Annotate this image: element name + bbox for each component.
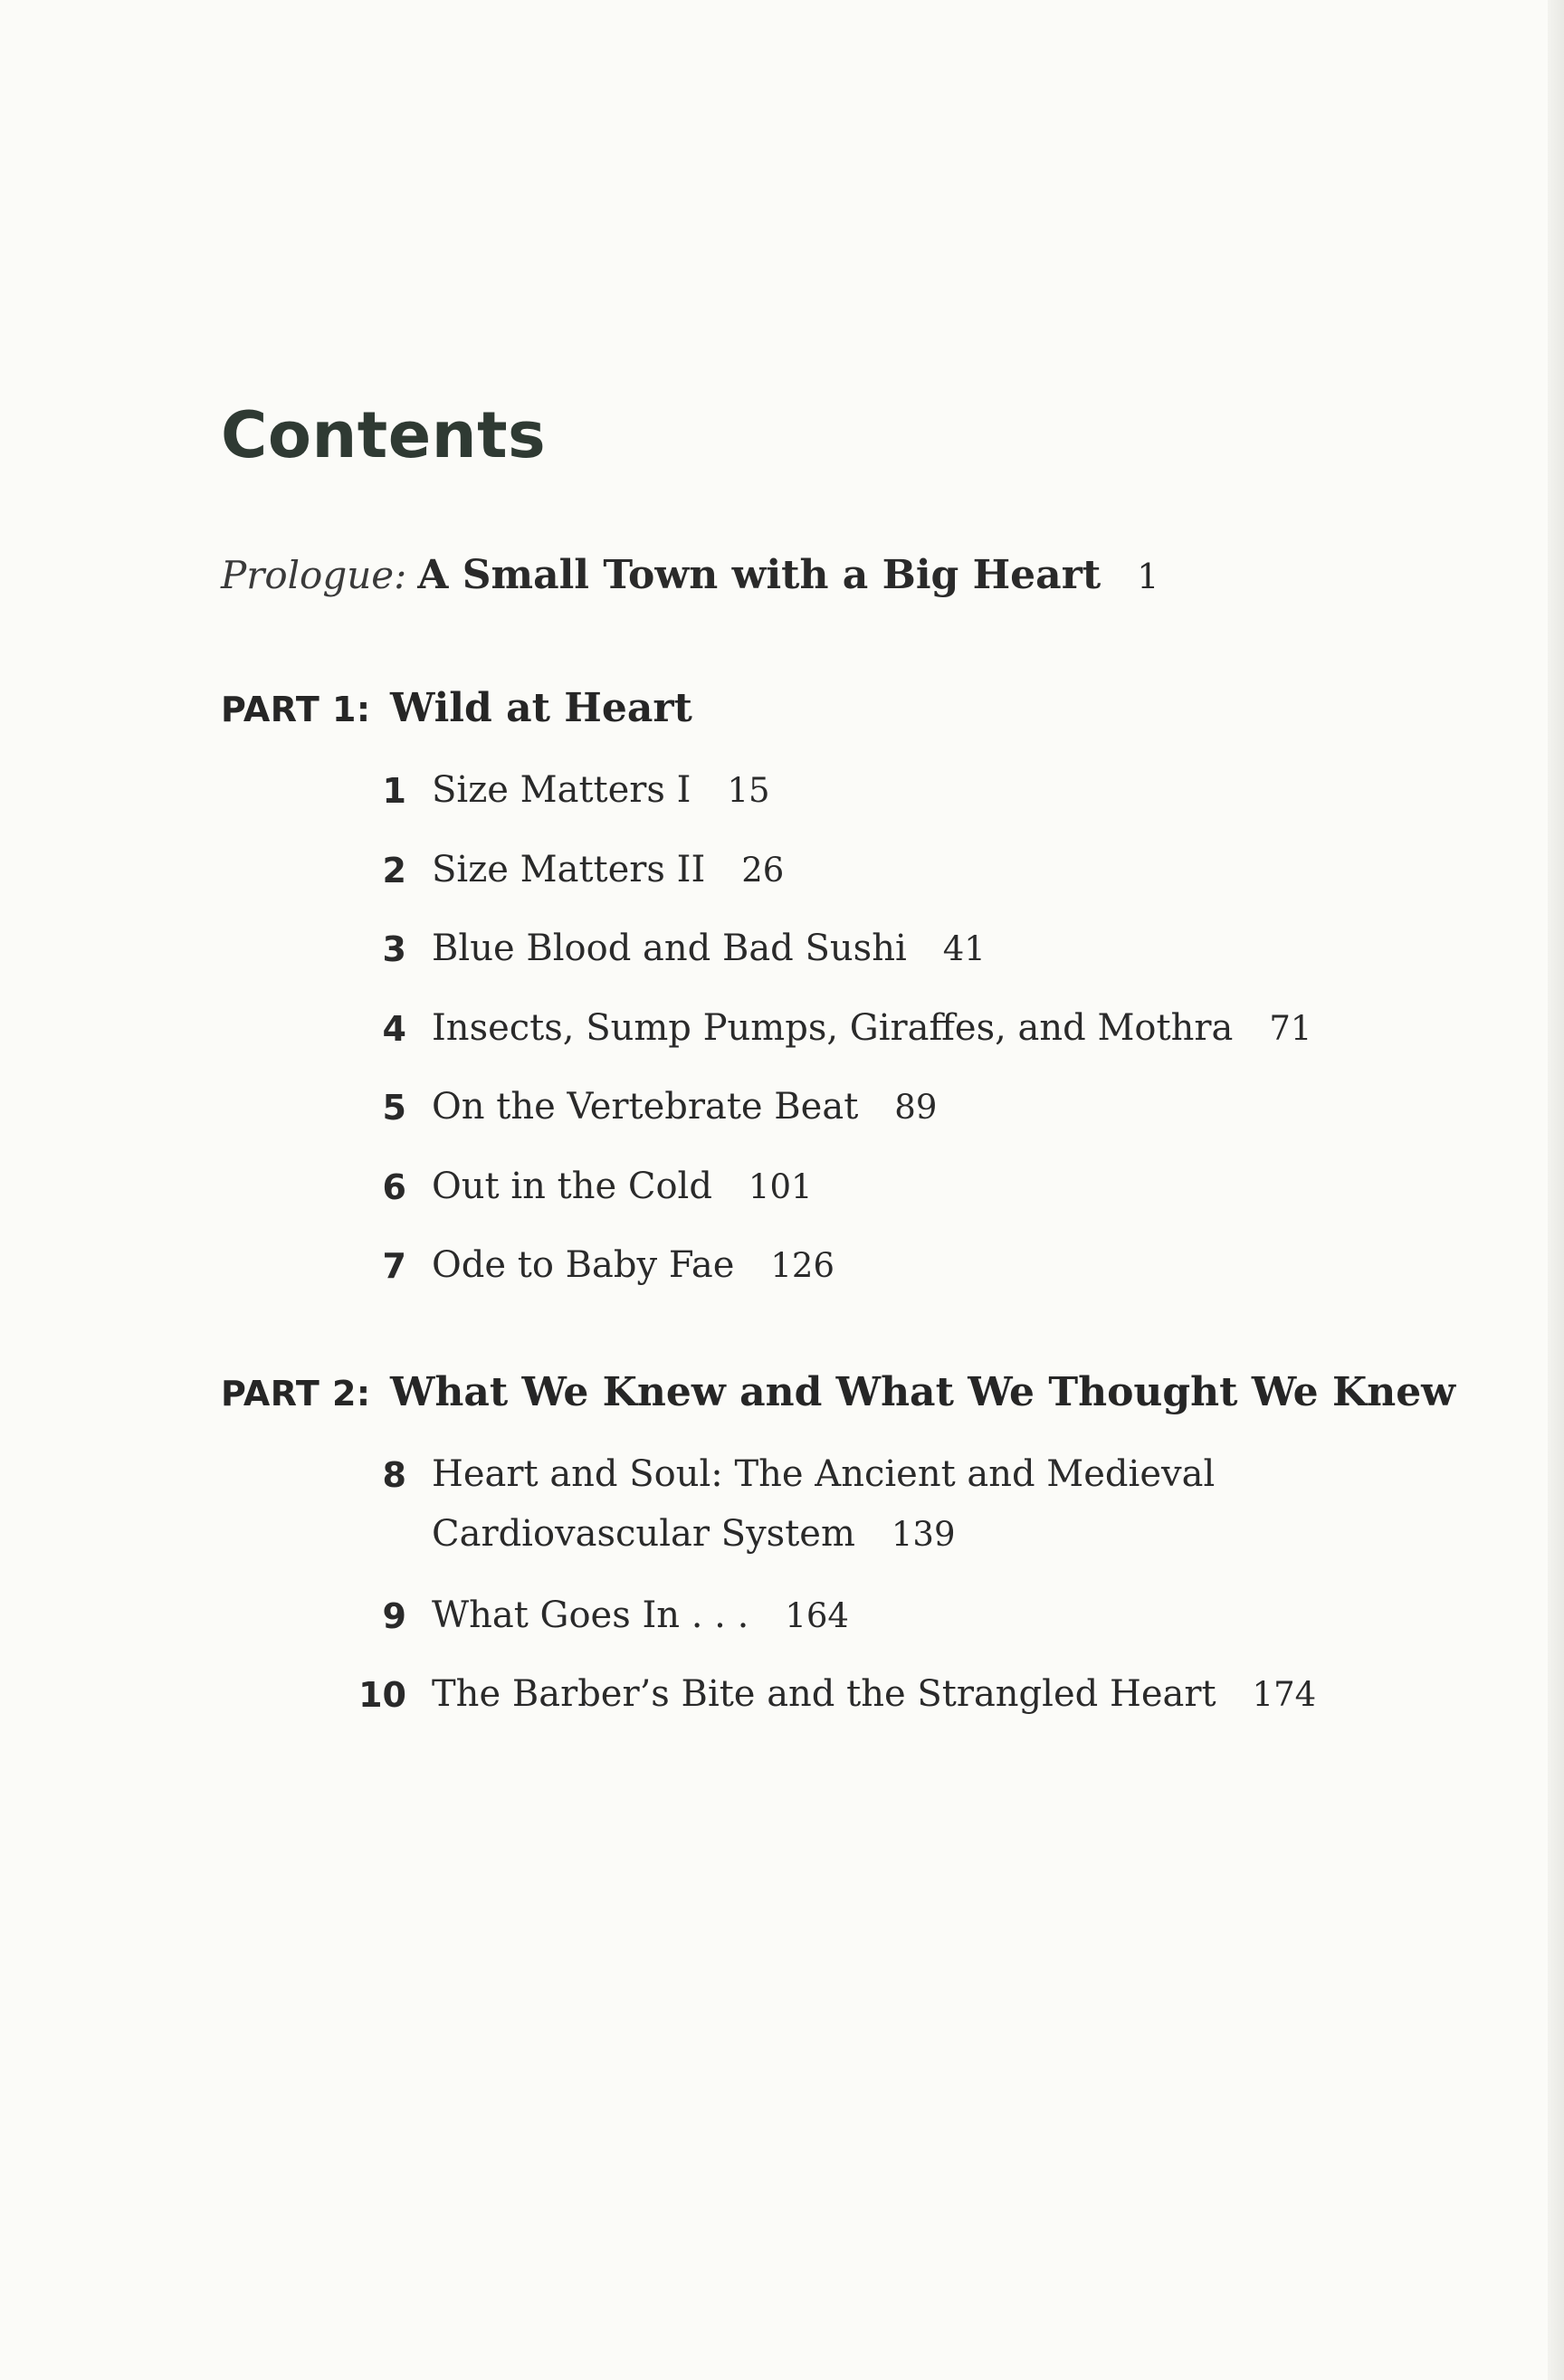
part-label: PART 1:: [221, 690, 371, 729]
chapter-page: 15: [727, 771, 770, 810]
chapter-page: 139: [891, 1515, 956, 1554]
chapter-title-line2: Cardiovascular System: [432, 1513, 855, 1555]
chapter-entry: [382, 849, 785, 890]
chapter-page: 164: [785, 1596, 849, 1635]
chapter-title: Size Matters I: [432, 769, 691, 811]
chapter-page: 89: [894, 1088, 938, 1127]
chapter-title: The Barber’s Bite and the Strangled Heart: [432, 1673, 1216, 1715]
part-title: Wild at Heart: [389, 685, 692, 731]
prologue-entry: [221, 552, 1159, 598]
chapter-title: What Goes In . . .: [432, 1595, 749, 1636]
chapter-number: 1: [382, 771, 406, 811]
chapter-title: Ode to Baby Fae: [432, 1244, 735, 1286]
page-edge-shadow: [1548, 0, 1564, 2380]
chapter-page: 26: [741, 851, 785, 890]
chapter-number: 8: [382, 1455, 406, 1495]
chapter-number: 9: [382, 1596, 406, 1636]
chapter-entry: [382, 1453, 1216, 1555]
chapter-entry: [382, 1244, 834, 1286]
chapter-title: Out in the Cold: [432, 1166, 712, 1207]
chapter-title: On the Vertebrate Beat: [432, 1086, 859, 1128]
chapter-entry: [358, 1673, 1317, 1715]
chapter-page: 101: [748, 1167, 813, 1206]
prologue-label: Prologue:: [221, 553, 407, 597]
chapter-title: Heart and Soul: The Ancient and Medieval: [432, 1453, 1216, 1495]
chapter-number: 10: [358, 1675, 406, 1715]
chapter-number: 6: [382, 1167, 406, 1207]
part-heading: [221, 685, 692, 731]
chapter-entry: [382, 1166, 813, 1207]
chapter-title: Insects, Sump Pumps, Giraffes, and Mothra: [432, 1007, 1234, 1049]
chapter-number: 2: [382, 851, 406, 890]
chapter-page: 126: [770, 1246, 834, 1285]
part-label: PART 2:: [221, 1374, 371, 1414]
chapter-page: 174: [1252, 1675, 1317, 1714]
chapter-page: 41: [942, 929, 986, 968]
chapter-entry: [382, 1595, 849, 1636]
contents-heading: Contents: [221, 398, 547, 472]
chapter-number: 5: [382, 1088, 406, 1128]
prologue-title: A Small Town with a Big Heart: [417, 552, 1101, 598]
chapter-entry: [382, 1086, 938, 1128]
chapter-page: 71: [1269, 1009, 1312, 1048]
chapter-entry: [382, 1007, 1312, 1049]
prologue-page: 1: [1137, 557, 1159, 596]
chapter-number: 3: [382, 929, 406, 969]
part-heading: [221, 1369, 1455, 1415]
chapter-entry: [382, 769, 770, 811]
chapter-number: 7: [382, 1246, 406, 1286]
chapter-number: 4: [382, 1009, 406, 1049]
chapter-title: Blue Blood and Bad Sushi: [432, 928, 907, 969]
chapter-title: Size Matters II: [432, 849, 706, 890]
chapter-entry: [382, 928, 986, 969]
part-title: What We Knew and What We Thought We Knew: [389, 1369, 1456, 1415]
